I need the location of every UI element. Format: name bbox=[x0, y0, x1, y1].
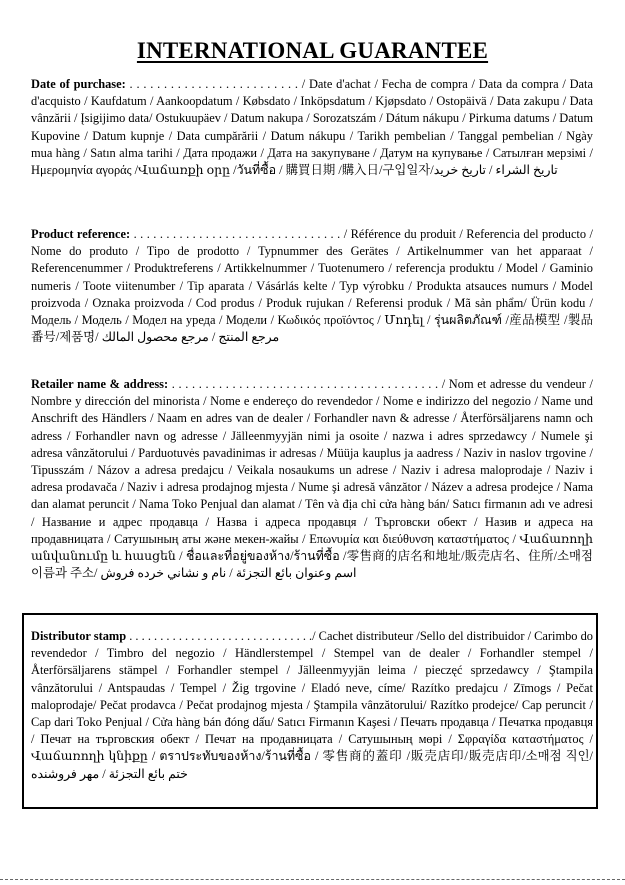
retailer-label: Retailer name & address: bbox=[31, 377, 169, 391]
distributor-stamp-translations: ./ Cachet distributeur /Sello del distribuidor / Carimbo do revendedor / Timbro del negozio / Händlerstempel / Stempel van de dealer / Forhandler stempel / Återförsäljarens stämpel / Forhandler stempel / Jälleenmyyjän leima / pieczęć sprzedawcy / Ştampila vânzătorului / Antspaudas / Tempel / Žig trgovine / Eladó neve, címe/ Razítko predajcu / Zīmogs / Pečat maloprodaje/ Pečat prodavca / Pečat prodajnog mjesta / Ştampila vânzătorului/ Razítko prodejce/ Cap peruncit / Cap dari Toko Penjual / Cửa hàng bán đóng dấu/ Satıcı Firmanın Kaşesi / Печать продавца / Печатка продавця / Печат на търговския обект / Печат на продавницата / Сатушының мөрі / Σφραγίδα καταστήματος / Վաճառողի կնիքը / ตราประทับของห้าง/ร้านที่ซื้อ / 零售商的蓋印 /販売店印/販売店印/소매점 직인/ ختم بائع التجزئة / مهر فروشنده bbox=[31, 629, 593, 781]
date-of-purchase-dots: . . . . . . . . . . . . . . . . . . . . . . . . . bbox=[125, 77, 302, 91]
cut-line bbox=[0, 879, 625, 880]
product-reference-dots: . . . . . . . . . . . . . . . . . . . . . . . . . . . . . . . . bbox=[130, 227, 344, 241]
date-of-purchase-label: Date of purchase: bbox=[31, 77, 126, 91]
retailer-translations: / Nom et adresse du vendeur / Nombre y dirección del minorista / Nome e endereço do revendedor / Nome e indirizzo del negozio / Name und Anschrift des Händlers / Naam en adres van de dealer / Forhandler navn & adresse / Återförsäljarens namn och adress / Forhandler navn og adresse / Jälleenmyyjän nimi ja osoite / nazwa i adres sprzedawcy / Numele şi adresa vânzătorului / Parduotuvės pavadinimas ir adresas / Müüja kauplus ja aadress / Naziv in naslov trgovine / Tipusszám / Názov a adresa predajcu / Veikala nosaukums un adrese / Naziv i adresa maloprodaje / Naziv i adresa prodavača / Naziv i adresa prodajnog mjesta / Nume şi adresă vânzător / Název a adresa prodejce / Nama dan alamat peruncit / Nama Toko Penjual dan alamat / Tên và địa chỉ cửa hàng bán/ Satıcı firmanın adı ve adresi / Название и адрес продавца / Назва і адреса продавця / Търговски обект / Назив и адреса на продавницата / Сатушының аты және мекен-жайы / Επωνυμία και διεύθυνση καταστήματος / Վաճառողի անվանումը և հասցեն / ชื่อและที่อยู่ของห้าง/ร้านที่ซื้อ /零售商的店名和地址/販売店名、住所/소매점 이름과 주소/ اسم وعنوان بائع التجزئة / نام و نشاني خرده فروش bbox=[31, 377, 593, 581]
date-of-purchase-translations: / Date d'achat / Fecha de compra / Data da compra / Data d'acquisto / Kaufdatum / Aankoopdatum / Købsdato / Inköpsdatum / Kjøpsdato / Ostopäivä / Data zakupu / Data vânzării / Įsigijimo data/ Ostukuupäev / Datum nakupa / Sorozatszám / Dátum nákupu / Pirkuma datums / Datum Kupovine / Datum kupnje / Data cumpărării / Datum nákupu / Tarikh pembelian / Tanggal pembelian / Ngày mua hàng / Satın alma tarihi / Дата продажи / Дата на закупуване / Датум на купување / Сатылған мерзімі / Ημερομηνία αγοράς /Վաճառքի օրը /วันที่ซื้อ / 購買日期 /購入日/구입일자/تاريخ الشراء / تاريخ خريد bbox=[31, 77, 593, 178]
date-of-purchase-section bbox=[31, 76, 593, 179]
retailer-section bbox=[31, 376, 593, 582]
distributor-stamp-label: Distributor stamp bbox=[31, 629, 127, 643]
distributor-stamp-section bbox=[31, 628, 593, 783]
product-reference-translations: / Référence du produit / Referencia del producto / Nome do produto / Tipo de prodotto / Typnummer des Gerätes / Artikelnummer van het apparaat / Referencenummer / Produktreferens / Artikkelnummer / Tuotenumero / referencja produktu / Model / Gaminio numeris / Toote viitenumber / Tip aparata / Vásárlás kelte / Typ výrobku / Produkta atsauces numurs / Model proizvoda / Oznaka proizvoda / Cod produs / Produk rujukan / Referensi produk / Mã sản phẩm/ Ürün kodu / Модель / Модель / Модел на уреда / Модели / Κωδικός προϊόντος / Մոդել / รุ่นผลิตภัณฑ์ /産品模型 /製品番号/제품명/ مرجع المنتج / مرجع محصول المالك bbox=[31, 227, 593, 345]
distributor-stamp-dots: . . . . . . . . . . . . . . . . . . . . . . . . . . . . . bbox=[126, 629, 310, 643]
product-reference-section bbox=[31, 226, 593, 346]
retailer-dots: . . . . . . . . . . . . . . . . . . . . . . . . . . . . . . . . . . . . . . . . bbox=[168, 377, 442, 391]
page-title: INTERNATIONAL GUARANTEE bbox=[136, 38, 489, 63]
product-reference-label: Product reference: bbox=[31, 227, 131, 241]
